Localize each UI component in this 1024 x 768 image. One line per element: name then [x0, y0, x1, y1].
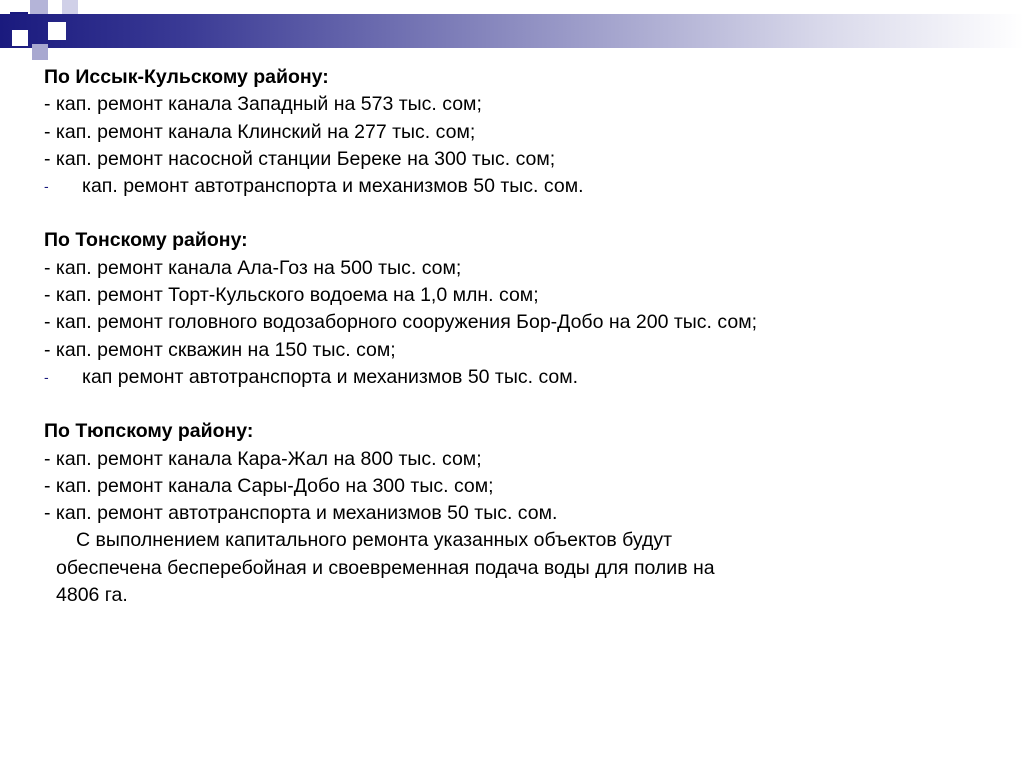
section-heading: По Тюпскому району: [44, 420, 254, 443]
list-item: - кап. ремонт скважин на 150 тыс. сом; [44, 338, 396, 361]
list-item-text: кап ремонт автотранспорта и механизмов 50 тыс. сом. [82, 365, 579, 388]
bullet-dash-icon: - [44, 368, 49, 385]
decor-square [32, 44, 48, 60]
list-item: - кап. ремонт канала Кара-Жал на 800 тыс. сом; [44, 447, 482, 470]
section-ton [44, 227, 984, 391]
list-item: - кап. ремонт канала Ала-Гоз на 500 тыс. сом; [44, 256, 462, 279]
list-item: - кап. ремонт насосной станции Береке на 300 тыс. сом; [44, 147, 556, 170]
list-item [44, 364, 984, 391]
list-item: - кап. ремонт канала Клинский на 277 тыс. сом; [44, 120, 476, 143]
section-tyup [44, 418, 984, 527]
summary-line: С выполнением капитального ремонта указанных объектов будут [76, 529, 672, 552]
summary-line: 4806 га. [56, 584, 128, 607]
list-item: - кап. ремонт Торт-Кульского водоема на 1,0 млн. сом; [44, 284, 539, 307]
list-item-text: кап. ремонт автотранспорта и механизмов 50 тыс. сом. [82, 175, 584, 198]
summary-paragraph [44, 527, 856, 609]
header-gradient-bar [0, 14, 1024, 48]
list-item: - кап. ремонт канала Сары-Добо на 300 тыс. сом; [44, 474, 494, 497]
summary-line: обеспечена бесперебойная и своевременная подача воды для полив на [56, 556, 715, 579]
section-issyk-kul [44, 64, 984, 200]
decor-square [12, 30, 28, 46]
list-item: - кап. ремонт канала Западный на 573 тыс. сом; [44, 93, 482, 116]
list-item [44, 173, 984, 200]
section-heading: По Иссык-Кульскому району: [44, 66, 329, 88]
bullet-dash-icon: - [44, 178, 49, 195]
section-heading: По Тонскому району: [44, 229, 248, 252]
decor-square [48, 22, 66, 40]
list-item: - кап. ремонт головного водозаборного сооружения Бор-Добо на 200 тыс. сом; [44, 311, 758, 334]
slide-body [44, 64, 984, 609]
list-item: - кап. ремонт автотранспорта и механизмов 50 тыс. сом. [44, 502, 558, 525]
